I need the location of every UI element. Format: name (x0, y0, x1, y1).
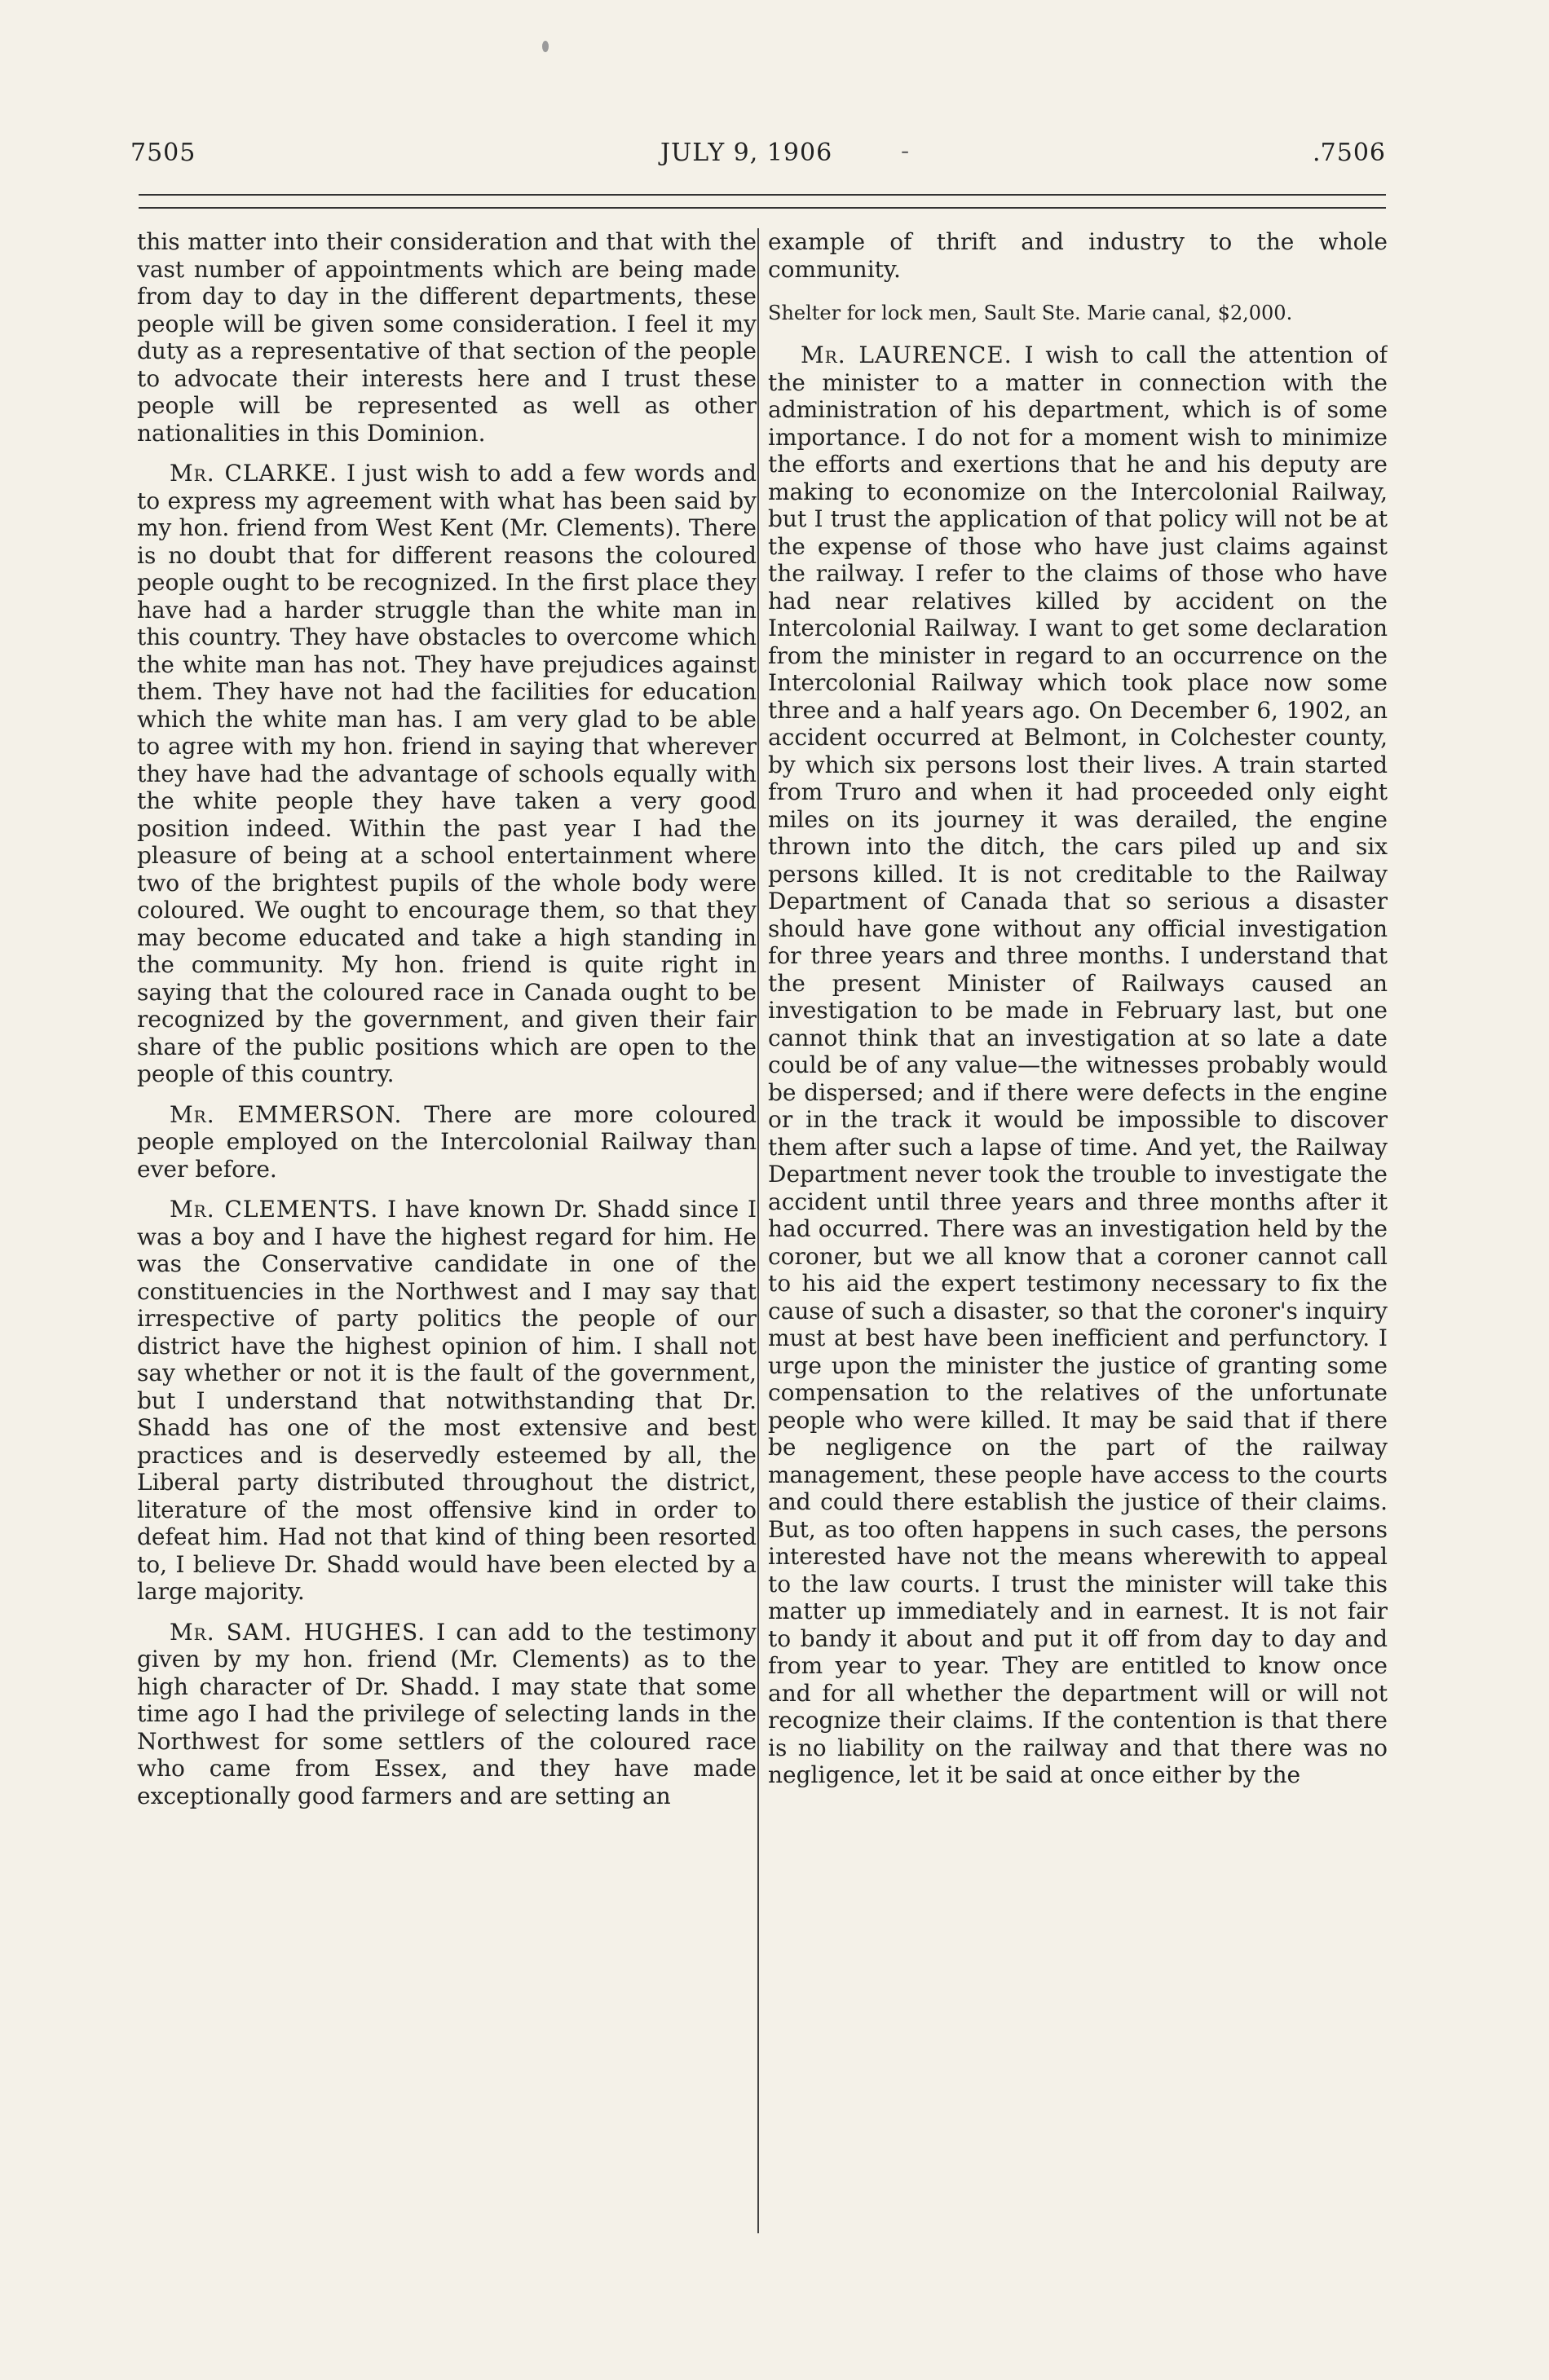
speech-laurence (768, 342, 1388, 1789)
page-header (130, 130, 1386, 179)
estimate-item: Shelter for lock men, Sault Ste. Marie canal, $2,000. (768, 302, 1293, 324)
speech-clarke (137, 460, 757, 1088)
speech-clements (137, 1196, 757, 1606)
speech-emmerson (137, 1101, 757, 1183)
speaker-name: Mr. SAM. HUGHES. (170, 1618, 426, 1646)
speech-text: There are more coloured people employed on the Intercolonial Railway than ever before. (137, 1100, 757, 1183)
paragraph: example of thrift and industry to the whole community. (768, 228, 1388, 283)
speech-text: I can add to the testimony given by my hon. friend (Mr. Clements) as to the high character of Dr. Shadd. I may state that some time ago I had the privilege of selecting lands in the Northwest for some settlers of the coloured race who came from Essex, and they have made exceptionally good farmers and are setting an (137, 1618, 757, 1809)
speaker-name: Mr. LAURENCE. (801, 342, 1013, 368)
speaker-name: Mr. CLARKE. (170, 460, 338, 487)
speaker-name: Mr. EMMERSON. (170, 1100, 403, 1128)
speech-text: I just wish to add a few words and to express my agreement with what has been said by my hon. friend from West Kent (Mr. Clements). There is no doubt that for different reasons the coloured people ought to be recognized. In the first place they have had a harder struggle than the white man in this country. They have obstacles to overcome which the white man has not. They have prejudices against them. They have not had the facilities for education which the white man has. I am very glad to be able to agree with my hon. friend in saying that wherever they have had the advantage of schools equally with the white people they have taken a very good position indeed. Within the past year I had the pleasure of being at a school entertainment where two of the brightest pupils of the whole body were coloured. We ought to encourage them, so that they may become educated and take a high standing in the community. My hon. friend is quite right in saying that the coloured race in Canada ought to be recognized by the government, and given their fair share of the public positions which are open to the people of this country. (137, 460, 757, 1087)
speaker-name: Mr. CLEMENTS. (170, 1196, 379, 1223)
page-number-right: 7506 (1320, 139, 1386, 167)
speech-hughes (137, 1619, 757, 1810)
page-number-left: 7505 (130, 139, 196, 167)
right-column (768, 228, 1388, 2282)
header-rule-top (139, 194, 1386, 196)
paragraph: this matter into their consideration and that with the vast number of appointments which are being made from day to day in the different departments, these people will be given some consideration. I feel it my duty as a representative of that section of the people to advocate their interests here and I trust these people will be represented as well as other nationalities in this Dominion. (137, 228, 757, 447)
header-rule-bottom (139, 207, 1386, 209)
left-column (137, 228, 757, 2282)
page-date: JULY 9, 1906 (660, 139, 833, 167)
header-dash: - (901, 137, 911, 165)
column-divider (757, 228, 759, 2233)
speech-text: I have known Dr. Shadd since I was a boy and I have the highest regard for him. He was the Conservative candidate in one of the constituencies in the Northwest and I may say that irrespective of party politics the people of our district have the highest opinion of him. I shall not say whether or not it is the fault of the government, but I understand that notwithstanding that Dr. Shadd has one of the most extensive and best practices and is deservedly esteemed by all, the Liberal party distributed throughout the district, literature of the most offensive kind in order to defeat him. Had not that kind of thing been resorted to, I believe Dr. Shadd would have been elected by a large majority. (137, 1196, 757, 1605)
speech-text: I wish to call the attention of the minister to a matter in connection with the administration of his department, which is of some importance. I do not for a moment wish to minimize the efforts and exertions that he and his deputy are making to economize on the Intercolonial Railway, but I trust the application of that policy will not be at the expense of those who have just claims against the railway. I refer to the claims of those who have had near relatives killed by accident on the Intercolonial Railway. I want to get some declaration from the minister in regard to an occurrence on the Intercolonial Railway which took place now some three and a half years ago. On December 6, 1902, an accident occurred at Belmont, in Colchester county, by which six persons lost their lives. A train started from Truro and when it had proceeded only eight miles on its journey it was derailed, the engine thrown into the ditch, the cars piled up and six persons killed. It is not creditable to the Railway Department of Canada that so serious a disaster should have gone without any official investigation for three years and three months. I understand that the present Minister of Railways caused an investigation to be made in February last, but one cannot think that an investigation at so late a date could be of any value—the witnesses probably would be dispersed; and if there were defects in the engine or in the track it would be impossible to discover them after such a lapse of time. And yet, the Railway Department never took the trouble to investigate the accident until three years and three months after it had occurred. There was an investigation held by the coroner, but we all know that a coroner cannot call to his aid the expert testimony necessary to fix the cause of such a disaster, so that the coroner's inquiry must at best have been inefficient and perfunctory. I urge upon the minister the justice of granting some compensation to the relatives of the unfortunate people who were killed. It may be said that if there be negligence on the part of the railway management, these people have access to the courts and could there establish the justice of their claims. But, as too often happens in such cases, the persons interested have not the means wherewith to appeal to the law courts. I trust the minister will take this matter up immediately and in earnest. It is not fair to bandy it about and put it off from day to day and from year to year. They are entitled to know once and for all whether the department will or will not recognize their claims. If the contention is that there is no liability on the railway and that there was no negligence, let it be said at once either by the (768, 342, 1388, 1788)
ink-speck (542, 41, 549, 52)
header-dot: . (1313, 139, 1322, 167)
